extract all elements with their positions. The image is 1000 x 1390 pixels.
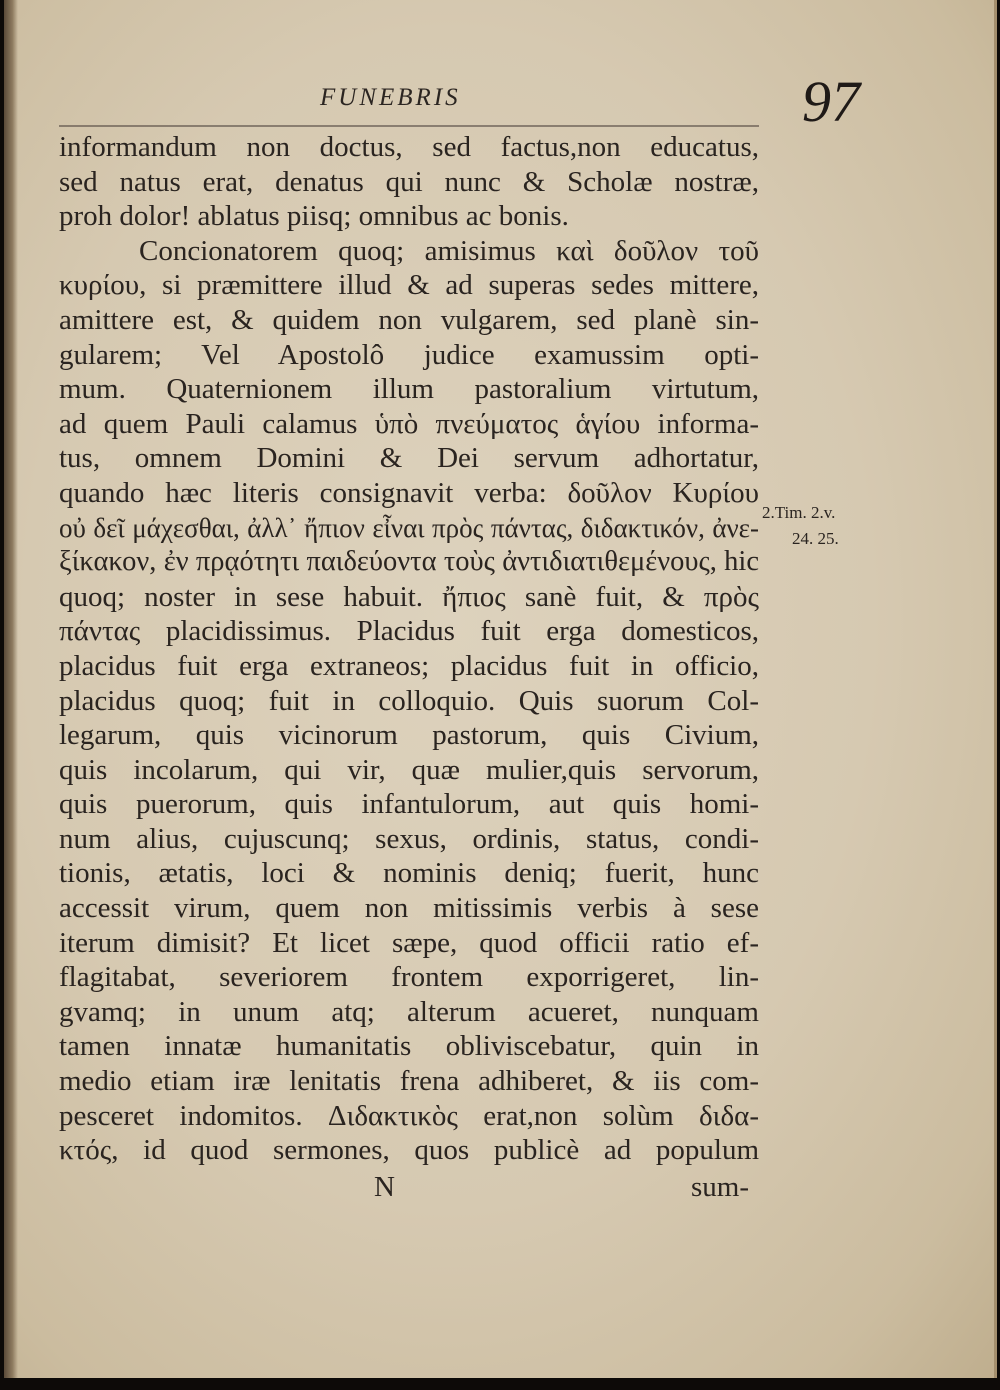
text-line: ad quem Pauli calamus ὑπὸ πνεύματος ἁγίου informa- (59, 407, 759, 440)
text-line: quoq; noster in sese habuit. ἤπιος sanè fuit, & πρὸς (59, 580, 759, 613)
text-line: iterum dimisit? Et licet sæpe, quod officii ratio ef- (59, 926, 759, 959)
text-line: num alius, cujuscunq; sexus, ordinis, status, condi- (59, 822, 759, 855)
text-line: amittere est, & quidem non vulgarem, sed planè sin- (59, 303, 759, 336)
marginal-note-line: 2.Tim. 2.v. (762, 503, 836, 522)
book-page (4, 0, 997, 1378)
text-line: tus, omnem Domini & Dei servum adhortatur, (59, 442, 759, 475)
footer-line (59, 1171, 759, 1211)
text-line: κτός, id quod sermones, quos publicè ad populum (59, 1134, 759, 1167)
text-line: legarum, quis vicinorum pastorum, quis Civium, (59, 719, 759, 752)
text-line: informandum non doctus, sed factus,non educatus, (59, 131, 759, 163)
text-line: quando hæc literis consignavit verba: δοῦλον Κυρίου (59, 476, 759, 509)
text-line: accessit virum, quem non mitissimis verbis à sese (59, 892, 759, 925)
text-line: quis puerorum, quis infantulorum, aut quis homi- (59, 788, 759, 821)
text-line: πάντας placidissimus. Placidus fuit erga domesticos, (59, 615, 759, 648)
text-line: tamen innatæ humanitatis obliviscebatur, quin in (59, 1030, 759, 1063)
marginal-note (762, 500, 882, 552)
text-line: gularem; Vel Apostolô judice examussim opti- (59, 338, 759, 371)
binding-gutter (4, 0, 18, 1378)
marginal-note-line: 24. 25. (792, 529, 839, 548)
text-line: mum. Quaternionem illum pastoralium virtutum, (59, 373, 759, 406)
text-line: tionis, ætatis, loci & nominis deniq; fuerit, hunc (59, 857, 759, 890)
text-line: placidus fuit erga extraneos; placidus fuit in officio, (59, 649, 759, 682)
text-line: medio etiam iræ lenitatis frena adhiberet, & iis com- (59, 1065, 759, 1098)
text-line: ξίκακον, ἐν πρᾳότητι παιδεύοντα τοὺς ἀντιδιατιθεμένους, hic (59, 546, 759, 578)
text-line: κυρίου, si præmittere illud & ad superas sedes mittere, (59, 269, 759, 302)
text-line: pesceret indomitos. Διδακτικὸς erat,non solùm διδα- (59, 1099, 759, 1132)
page-number: 97 (802, 69, 860, 134)
text-line: οὐ δεῖ μάχεσθαι, ἀλλ᾽ ἤπιον εἶναι πρὸς πάντας, διδακτικόν, ἀνε- (59, 512, 759, 543)
catchword: sum- (691, 1171, 749, 1203)
text-line: placidus quoq; fuit in colloquio. Quis suorum Col- (59, 684, 759, 717)
text-line: proh dolor! ablatus piisq; omnibus ac bonis. (59, 200, 569, 233)
text-line: Concionatorem quoq; amisimus καὶ δοῦλον τοῦ (139, 234, 759, 267)
body-text (59, 130, 759, 1168)
text-line: gvamq; in unum atq; alterum acueret, nunquam (59, 995, 759, 1028)
text-line: flagitabat, severiorem frontem exporrigeret, lin- (59, 961, 759, 994)
text-line: sed natus erat, denatus qui nunc & Scholæ nostræ, (59, 165, 759, 198)
signature-mark: N (374, 1171, 395, 1203)
text-line: quis incolarum, qui vir, quæ mulier,quis servorum, (59, 753, 759, 786)
running-head: FUNEBRIS (320, 84, 461, 111)
header-rule (59, 125, 759, 127)
